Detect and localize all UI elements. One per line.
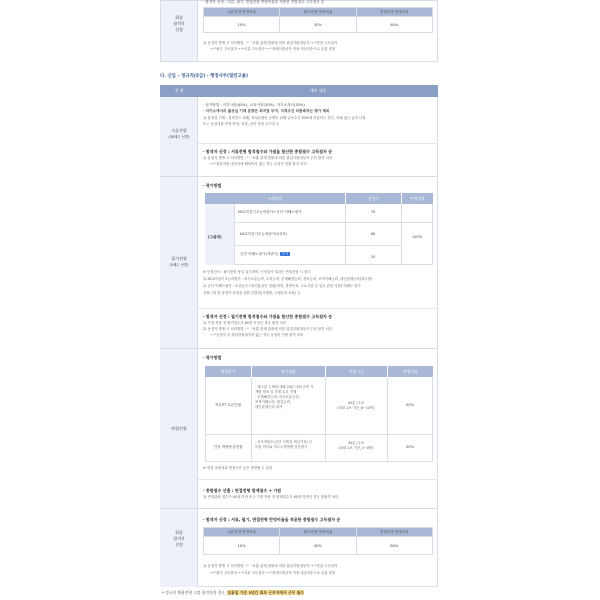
doc-eval-line: · 평가방법 : 자격사항(40%), 교육사항(30%), 자기소개서(30%) [203,103,305,107]
written-pass-note: 1) 가점 적용 전 합격점수가 60점 이상인 경우 합격 처리 [203,321,286,325]
written-note: ※ 인성검사 : 필기전형 당일 실시하며, 인성검사 결과는 면접전형 시 참고 [203,270,311,274]
interview-time-line: 30분 / 1조 [347,441,365,445]
interview-method: 직무PT 토론면접 [214,403,242,407]
row-divider [160,508,438,509]
footer-highlight: 임용일 기준 3년간 최초 근무지에서 근무 필수 [227,590,304,595]
final-note: → ³⁾필기 고득점자 → ⁴⁾서류 고득점자 → ⁵⁾장애인대상자 적용 대상자순으로 순위 결정 [210,571,336,575]
final-ratio-header: 필기전형 반영비율 [280,528,356,537]
section-title: 다. 신입 – 정규직(5급) - 행정사무(열린고졸) [160,74,249,79]
inner-divider [198,143,438,144]
written-subject-count: 60 [370,232,376,236]
top-note-1: 1) 동점자 발생 시 처리방법 : ¹⁾「보훈 관계 법률에 의한 취업지원대상자 → ²⁾면접 고득점자 [203,41,338,45]
final-stage-label-line3: 선정 [175,542,183,547]
top-final-label-line1: 최종 [175,15,183,20]
inner-divider [198,308,438,309]
written-table-header: 문항수 [345,193,401,204]
interview-time [325,401,387,411]
row-divider [160,176,438,177]
written-ratio: 100% [411,235,423,239]
written-subject-name: NCS직업기초능력평가(5과목) [240,232,288,236]
written-table-header: 반영비율 [401,193,433,204]
top-final-label-line2: 합격자 [173,21,185,26]
written-table-header: 시험과목 [205,193,345,204]
doc-pass-note: → ²⁾취업지원 대상자에 해당되지 않는 경우 동점자 전원 합격 처리 [210,162,307,166]
top-final-label-line3: 선정 [175,27,183,32]
doc-pass-title: · 합격자 선정 : 서류전형 합격점수와 가점을 합산한 종합점수 고득점자 순 [203,149,333,154]
interview-content-line: · 조직적합도(공단 인재상 핵심가치) 등 [255,440,313,444]
written-note: 전원시장 및 상점가 육성을 위한 특별법(시행령, 시행규칙 포함) 등 [203,291,301,295]
interview-ratio: 50% [406,445,414,449]
footer-prefix: * 정규직 채용전형 고졸 합격자의 경우, [162,590,227,595]
final-title: · 합격자 선정 : 서류, 필기, 면접전형 반영비율을 적용한 종합점수 고득점자 순 [203,517,341,522]
written-stage-label-line2: (5배수 선발) [169,263,189,267]
written-stage-label-line1: 필기전형 [171,256,187,261]
interview-method: 인성 역량중심면접 [213,445,243,449]
footer-note [162,590,304,595]
interview-content-line: 조직이해능력, 협업능력, [255,400,291,404]
doc-stage-label-line2: (30배수 선발) [168,135,190,139]
written-note: 2) 공단 이해도평가 : 소상공인시장진흥공단 현황(비전, 경영목표, 주요사업 등 업무 관련 사항) 이해도 평가 [203,284,361,288]
interview-content-line: 부합 여부와 직무수행역량 검증평가 [255,445,308,449]
top-note-2: → ³⁾필기 고득점자 → ⁴⁾서류 고득점자 → ⁵⁾장애인대상자 적용 대상자순으로 순위 결정 [210,47,336,51]
interview-content-line: · 제시된 주제에 대해 20분 내외 준비 후 [255,385,314,389]
final-stage-label-line1: 최종 [175,530,183,535]
interview-col-divider [251,377,252,462]
row-divider [160,348,438,349]
written-subject-row [240,252,290,257]
interview-time-line: (최대 1조 기준_5~8명) [338,446,374,450]
doc-stage-label-line1: 서류전형 [171,128,187,133]
final-ratio-value: 10% [204,537,280,555]
interview-time-line: 45분 / 1조 [347,401,365,405]
doc-pass-note: 1) 동점자 발생 시 처리방법 : ¹⁾「보훈 관계 법률에 의한 취업지원대상자 우선 합격 처리 [203,156,333,160]
interview-time [325,441,387,451]
final-ratio-header: 면접전형 반영비율 [356,528,432,537]
interview-table-header: 반영비율 [387,366,433,377]
written-eval-title: · 평가방법 [203,183,222,188]
written-row-divider [235,245,401,246]
top-ratio-table [203,7,433,33]
written-stage-label [160,256,198,268]
final-ratio-table [203,527,433,555]
interview-score-note: 1) 면접위원 점수가 40점 미만 또는 가점 적용 전 합계점수가 60점 미만인 경우 불합격 처리 [203,495,339,499]
top-ratio-value: 10% [204,17,280,33]
written-pass-note: → ²⁾동점자 중 취업지원대상자 없는 경우 동점자 전원 합격 처리 [210,333,304,337]
final-stage-label-line2: 합격자 [173,536,185,541]
interview-ratio: 50% [406,403,414,407]
interview-table-header: 평가내용 [251,366,325,377]
top-ratio-value: 60% [356,17,432,33]
final-ratio-value: 30% [280,537,356,555]
interview-stage-label: 면접전형 [171,426,187,431]
final-stage-label [160,530,198,548]
written-pass-title: · 합격자 선정 : 필기전형 합격점수와 가점을 합산한 종합점수 고득점자 순 [203,314,333,319]
interview-table-header: 면접방식 [205,366,251,377]
written-pass-note: 2) 동점자 발생 시 처리방법 : ¹⁾「보훈 관계 법률에 의한 취업지원대상자 우선 합격 처리 [203,327,333,331]
inner-divider [198,479,438,480]
doc-eval-line: · 자기소개서의 불성실 기재 분량은 최저점 부여, 지격조건 미충족자는 평가 제외 [203,109,330,113]
written-subject-name: 공단 이해도평가(객관식) [240,252,279,256]
left-column [160,97,198,587]
interview-content [255,385,314,410]
top-ratio-header: 면접전형 반영비율 [356,8,432,17]
final-note: 1) 동점자 발생 시 처리방법 : ¹⁾「보훈 관계 법률에 의한 취업지원대상자 → ²⁾면접 고득점자 [203,564,338,568]
interview-eval-title: · 평가방법 [203,355,222,360]
written-subject-count: 10 [370,255,376,259]
top-ratio-header: 필기전형 반영비율 [280,8,356,17]
doc-eval-line: 또는 동일내용 반복 반복, 표절, 공단 명칭 오기입 등 [203,122,280,126]
interview-score-title: · 종합점수 산출 : 면접전형 합계점수 + 가점 [203,488,282,493]
interview-row-divider [205,434,433,435]
final-ratio-value: 60% [356,537,432,555]
top-final-label-cell [160,0,198,62]
written-subject-name: NCS직업기초능력평가+공단 이해도평가 [238,210,302,214]
written-row-divider [235,222,433,223]
interview-content-line: · 문제해결능력, 의사소통능력, [255,395,300,399]
interview-note: ※ 면접 조편성과 면접시간 등은 변경될 수 있음 [203,466,273,470]
top-ratio-value: 30% [280,17,356,33]
top-ratio-header: 서류전형 반영비율 [204,8,280,17]
col-header-detail: 세부 내용 [198,85,438,97]
interview-content [255,440,312,450]
doc-stage-label [160,128,198,140]
interview-content-line: 대인관계능력 평가 [255,405,283,409]
written-group-label: [고졸채] [208,235,222,239]
interview-content-line: 개별 발표 및 조별 토론 진행 [255,390,297,394]
top-final-title: · 합격자 선정 : 서류, 필기, 면접전형 반영비율을 적용한 종합점수 고득점자 순 [203,0,325,4]
new-badge: 추가 [281,252,289,256]
final-ratio-header: 서류전형 반영비율 [204,528,280,537]
written-note: 1) NCS직업기초능력평가 : 의사소통능력, 수리능력, 문제해결능력, 정보능력, 조직이해능력, 대인관계능력(직무별) [203,277,373,281]
interview-table-header: 면접시간 [325,366,387,377]
interview-time-line: (최대 1조 기준_8~10명) [337,406,375,410]
written-subject-count: 70 [370,210,376,214]
doc-eval-line: 1) 불성실 기재 : 블라인드 위배, 작성분량이 공백단 위배 글자수가 30%에 미달하는 경우, 아래 없는 글자 나열 [203,116,366,120]
col-header-stage: 전 형 [160,85,198,97]
